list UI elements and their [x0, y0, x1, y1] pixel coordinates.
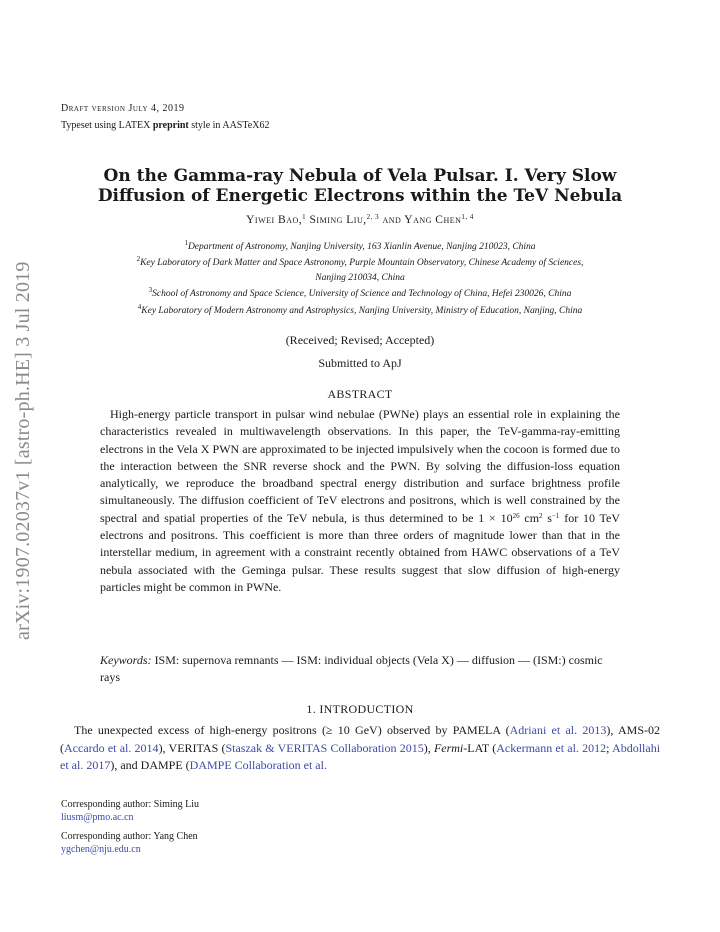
abstract-part-1: High-energy particle transport in pulsar wind nebulae (PWNe) plays an essential role in explaining the characteristics revealed in multiwavelength observations. In this paper, the TeV-gamma-ray-emitting electrons in the Vela X PWN are approximated to be injected impulsively when the cocoon is formed due to the interaction between the SNR reverse shock and the PWN. By solving the diffusion-loss equation analytically, we reproduce the broadband spectral energy distribution and surface brightness profile simultaneously. The diffusion coefficient of TeV electrons and positrons, which is well constrained by the spectral and spatial properties of the TeV nebula, is thus determined to be 1 × 10 [100, 407, 620, 525]
intro-text-3: ), VERITAS ( [158, 740, 226, 755]
typeset-prefix: Typeset using [61, 120, 119, 131]
corresponding-author-label: Corresponding author: Yang Chen [61, 831, 198, 842]
abstract-exp-3: −1 [551, 511, 560, 520]
abstract-exp-2: 2 [539, 511, 543, 520]
author-2: Siming Liu, [306, 214, 367, 226]
corresponding-author-label: Corresponding author: Siming Liu [61, 799, 200, 810]
arxiv-identifier-stamp[interactable]: arXiv:1907.02037v1 [astro-ph.HE] 3 Jul 2019 [12, 261, 34, 640]
draft-version: Draft version July 4, 2019 [61, 103, 185, 114]
intro-text-4: ), [423, 740, 434, 755]
section-heading-introduction: 1. INTRODUCTION [306, 702, 414, 716]
email-link[interactable]: ygchen@nju.edu.cn [61, 844, 141, 855]
title-line-2: Diffusion of Energetic Electrons within the TeV Nebula [97, 186, 623, 206]
abstract-text [100, 406, 620, 596]
affiliation-2: $^2$Key Laboratory of Dark Matter and Space Astronomy, Purple Mountain Observatory, Chinese Academy of Sciences, [136, 254, 584, 268]
intro-text-2: ), AMS-02 ( [60, 723, 661, 755]
received-line: (Received; Revised; Accepted) [285, 333, 435, 347]
affiliation-2-text-b: Nanjing 210034, China [315, 272, 405, 283]
introduction-paragraph [60, 722, 660, 775]
corresponding-author-2 [61, 830, 198, 856]
abstract-part-3: s [542, 510, 552, 525]
affiliation-2-cont [52, 270, 668, 287]
keywords-label: Keywords: [100, 653, 152, 667]
affiliation-4-text: Key Laboratory of Modern Astronomy and Astrophysics, Nanjing University, Ministry of Education, Nanjing, China [141, 305, 583, 316]
affiliation-4: $^4$Key Laboratory of Modern Astronomy and Astrophysics, Nanjing University, Ministry of Education, Nanjing, China [137, 302, 583, 316]
citation-link[interactable]: Ackermann et al. 2012 [496, 740, 607, 755]
abstract-exp-1: 26 [512, 511, 520, 520]
abstract-part-2: cm [519, 510, 540, 525]
author-3: and Yang Chen [379, 214, 462, 226]
citation-link[interactable]: Staszak & VERITAS Collaboration 2015 [225, 740, 424, 755]
affiliation-1-text: Department of Astronomy, Nanjing University, 163 Xianlin Avenue, Nanjing 210023, China [187, 242, 536, 252]
intro-text-1: The unexpected excess of high-energy positrons (≥ 10 GeV) observed by PAMELA ( [74, 723, 510, 737]
intro-fermi: Fermi [433, 740, 464, 755]
citation-link[interactable]: DAMPE Collaboration et al. [189, 758, 327, 772]
email-link[interactable]: liusm@pmo.ac.cn [61, 812, 134, 823]
keywords-text: ISM: supernova remnants — ISM: individual objects (Vela X) — diffusion — (ISM:) cosmic rays [100, 653, 603, 685]
typeset-line [61, 117, 269, 134]
affiliations [52, 239, 668, 319]
author-1-affil: 1 [302, 213, 307, 221]
latex-logo: LATEX [118, 120, 151, 131]
affiliation-3-text: School of Astronomy and Space Science, University of Science and Technology of China, Hefei 230026, China [152, 289, 572, 299]
author-3-affil: 1, 4 [461, 213, 474, 221]
abstract-heading: ABSTRACT [327, 387, 393, 401]
citation-link[interactable]: Adriani et al. 2013 [509, 723, 607, 737]
intro-text-6: ; [606, 740, 613, 755]
author-list [60, 214, 660, 226]
citation-link[interactable]: Abdollahi et al. 2017 [60, 740, 661, 772]
affiliation-3: $^3$School of Astronomy and Space Science, University of Science and Technology of China, Hefei 230026, China [148, 286, 572, 299]
submitted-line: Submitted to ApJ [318, 356, 402, 370]
abstract-part-4: for 10 TeV electrons and positrons. This coefficient is more than three orders of magnitude lower than that in the interstellar medium, in agreement with a constraint recently obtained from HAWC observations of a TeV nebula associated with the Geminga pulsar. These results suggest that slow diffusion of high-energy particles might be common in PWNe. [100, 510, 621, 594]
author-1: Yiwei Bao, [246, 214, 303, 226]
affiliation-1: $^1$Department of Astronomy, Nanjing University, 163 Xianlin Avenue, Nanjing 210023, China [184, 239, 536, 252]
intro-text-5: -LAT ( [463, 740, 497, 755]
corresponding-author-1 [61, 798, 199, 824]
citation-link[interactable]: Accardo et al. 2014 [64, 740, 159, 755]
paper-title [60, 166, 660, 206]
typeset-style: preprint [152, 120, 189, 131]
affiliation-2-text-a: Key Laboratory of Dark Matter and Space Astronomy, Purple Mountain Observatory, Chinese Academy of Sciences, [140, 257, 584, 268]
title-line-1: On the Gamma-ray Nebula of Vela Pulsar. I. Very Slow [103, 166, 617, 186]
author-2-affil: 2, 3 [366, 213, 380, 221]
typeset-suffix: style in AASTeX62 [188, 120, 270, 131]
keywords [100, 652, 620, 687]
header-meta [61, 100, 269, 134]
intro-text-7: ), and DAMPE ( [110, 758, 190, 772]
